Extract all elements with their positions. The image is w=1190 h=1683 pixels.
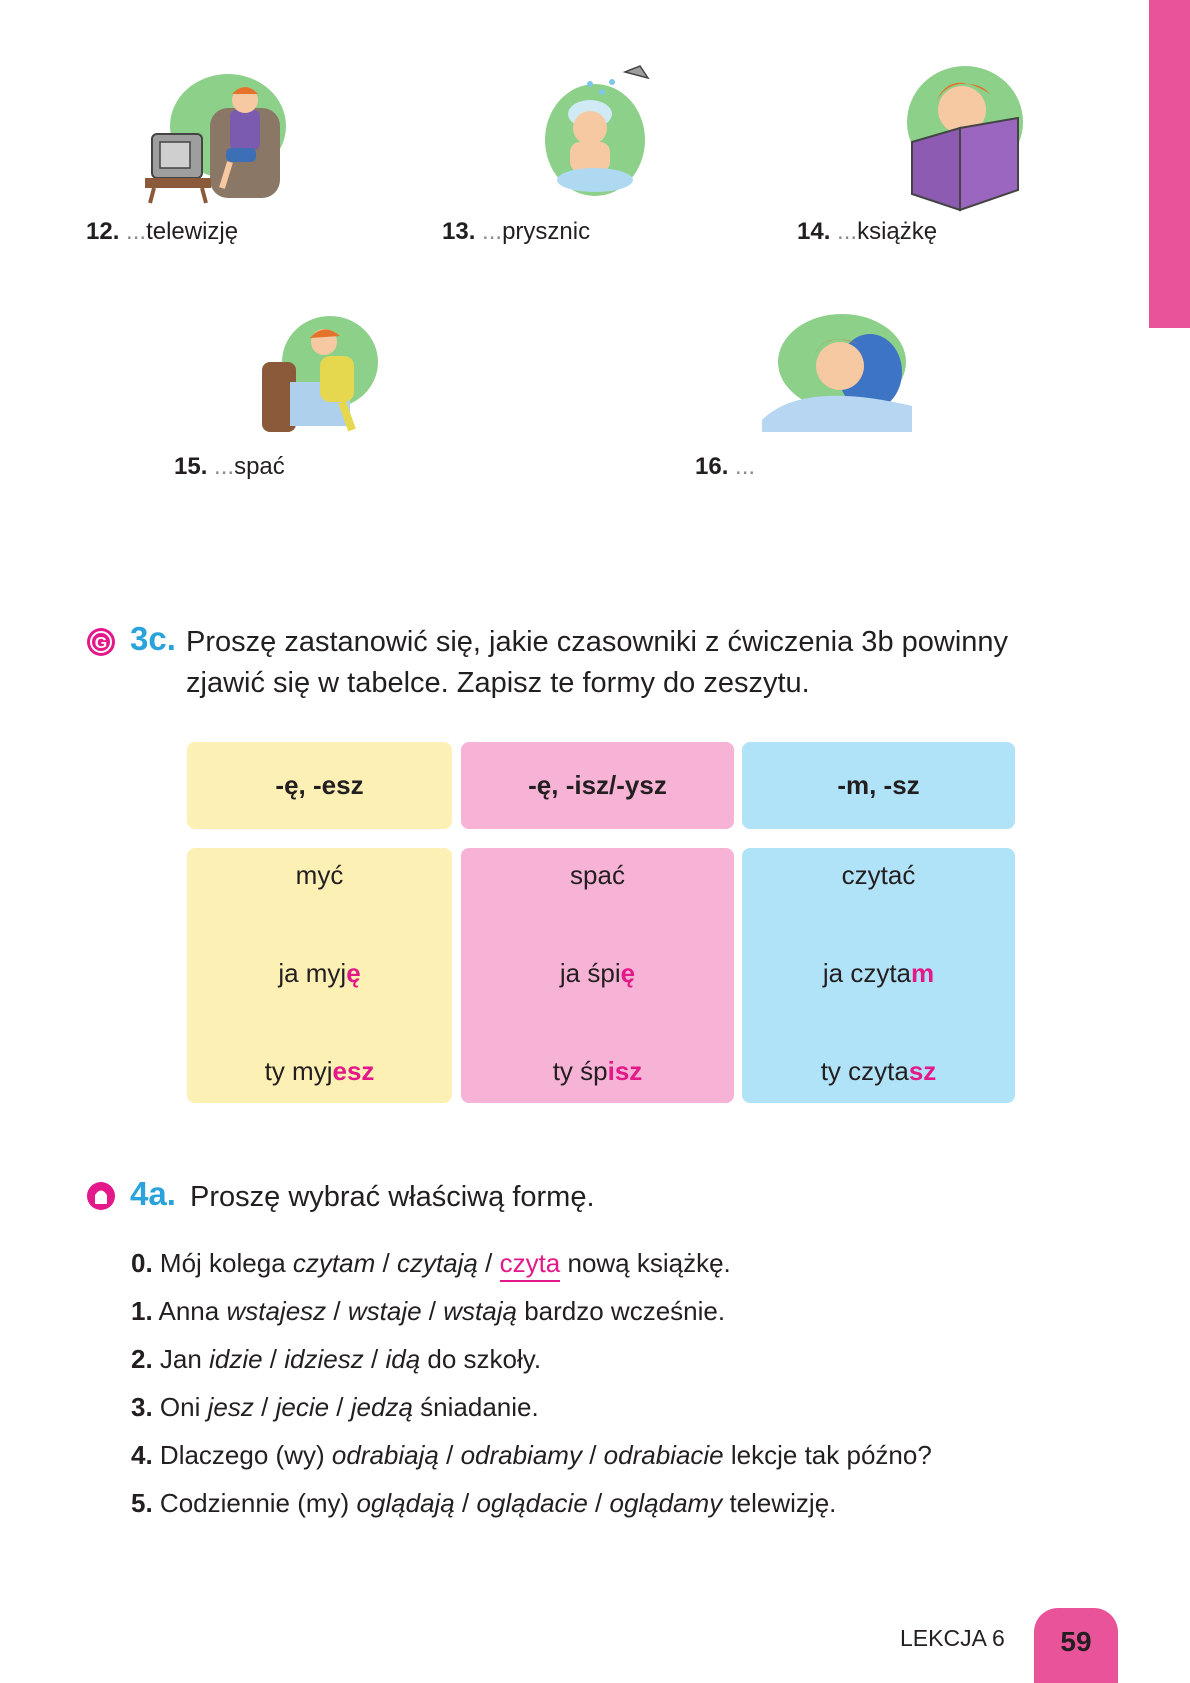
sentence-number: 1. bbox=[131, 1296, 153, 1326]
picture-caption-16 bbox=[695, 453, 755, 481]
first-person-form bbox=[742, 958, 1015, 989]
exercise-3c-instruction bbox=[186, 622, 1008, 704]
infinitive: spać bbox=[570, 860, 625, 890]
option-1[interactable]: czytam bbox=[292, 1248, 376, 1278]
form-ending: sz bbox=[908, 1056, 937, 1086]
form-stem: ty myj bbox=[264, 1056, 333, 1086]
form-ending: m bbox=[911, 958, 935, 988]
separator: / bbox=[428, 1296, 437, 1326]
caption-number: 16. bbox=[695, 453, 729, 480]
header-label: -m, -sz bbox=[837, 770, 920, 800]
option-1[interactable]: wstajesz bbox=[226, 1296, 327, 1326]
form-stem: ja śpi bbox=[559, 958, 621, 988]
caption-dots: ... bbox=[735, 453, 756, 480]
caption-number: 14. bbox=[797, 218, 831, 245]
option-1[interactable]: odrabiają bbox=[331, 1440, 439, 1470]
sentence-number: 2. bbox=[131, 1344, 153, 1374]
caption-dots: ... bbox=[482, 218, 503, 245]
separator: / bbox=[462, 1488, 470, 1518]
form-stem: ja czyta bbox=[822, 958, 912, 988]
separator: / bbox=[595, 1488, 603, 1518]
instruction-line-1: Proszę zastanowić się, jakie czasowniki z ćwiczenia 3b powinny bbox=[186, 626, 1009, 658]
sentence-start: Mój kolega bbox=[159, 1248, 286, 1278]
option-2[interactable]: czytają bbox=[396, 1248, 478, 1278]
sentence-end: lekcje tak późno? bbox=[730, 1440, 932, 1470]
sentence-end: bardzo wcześnie. bbox=[524, 1296, 726, 1326]
separator: / bbox=[446, 1440, 454, 1470]
table-header-cell bbox=[461, 742, 734, 829]
separator: / bbox=[336, 1392, 344, 1422]
table-header-cell bbox=[742, 742, 1015, 829]
picture-caption-13 bbox=[442, 218, 590, 246]
header-label: -ę, -isz/-ysz bbox=[528, 770, 667, 800]
sentence-number: 5. bbox=[131, 1488, 153, 1518]
sentence-1 bbox=[131, 1296, 725, 1327]
separator: / bbox=[485, 1248, 493, 1278]
option-3[interactable]: wstają bbox=[443, 1296, 517, 1326]
form-ending: ę bbox=[346, 958, 361, 988]
sentence-5 bbox=[131, 1488, 836, 1519]
option-2[interactable]: jecie bbox=[275, 1392, 330, 1422]
caption-number: 15. bbox=[174, 453, 208, 480]
sentence-end: śniadanie. bbox=[420, 1392, 539, 1422]
infinitive: myć bbox=[295, 860, 344, 890]
sentence-end: telewizję. bbox=[729, 1488, 837, 1518]
sentence-number: 4. bbox=[131, 1440, 153, 1470]
separator: / bbox=[589, 1440, 597, 1470]
caption-word: książkę bbox=[857, 218, 938, 245]
sentence-3 bbox=[131, 1392, 539, 1423]
lesson-label: LEKCJA 6 bbox=[900, 1625, 1005, 1651]
option-2[interactable]: odrabiamy bbox=[460, 1440, 582, 1470]
side-color-tab bbox=[1149, 0, 1190, 328]
sentence-start: Anna bbox=[158, 1296, 220, 1326]
table-body-cell bbox=[461, 848, 734, 1103]
option-2[interactable]: idziesz bbox=[284, 1344, 364, 1374]
exercise-4a-instruction: Proszę wybrać właściwą formę. bbox=[190, 1181, 595, 1213]
table-body-cell bbox=[742, 848, 1015, 1103]
first-person-form bbox=[187, 958, 452, 989]
sentence-4 bbox=[131, 1440, 932, 1471]
form-ending: ę bbox=[620, 958, 636, 988]
option-1[interactable]: oglądają bbox=[356, 1488, 455, 1518]
form-ending: isz bbox=[607, 1056, 643, 1086]
separator: / bbox=[333, 1296, 341, 1326]
second-person-form bbox=[187, 1056, 452, 1087]
table-body-cell bbox=[187, 848, 452, 1103]
table-header-cell bbox=[187, 742, 452, 829]
option-3[interactable]: odrabiacie bbox=[603, 1440, 724, 1470]
sentence-start: Jan bbox=[159, 1344, 202, 1374]
form-ending: esz bbox=[332, 1056, 375, 1086]
page-number-badge bbox=[1034, 1608, 1118, 1683]
separator: / bbox=[261, 1392, 269, 1422]
sentence-number: 3. bbox=[131, 1392, 153, 1422]
option-1[interactable]: idzie bbox=[209, 1344, 263, 1374]
sentence-0 bbox=[131, 1248, 731, 1279]
caption-word: prysznic bbox=[502, 218, 591, 245]
exercise-3c-number: 3c. bbox=[130, 620, 176, 657]
boy-reading-book-icon bbox=[900, 62, 1030, 212]
svg-text:G: G bbox=[94, 635, 108, 652]
header-label: -ę, -esz bbox=[275, 770, 364, 800]
boy-going-to-bed-icon bbox=[262, 312, 382, 434]
sentence-end: nową książkę. bbox=[567, 1248, 731, 1278]
instruction-line-2: zjawić się w tabelce. Zapisz te formy do zeszytu. bbox=[186, 667, 810, 699]
caption-dots: ... bbox=[837, 218, 858, 245]
selected-option[interactable]: czyta bbox=[500, 1248, 561, 1282]
caption-word: spać bbox=[234, 453, 285, 480]
sentence-end: do szkoły. bbox=[427, 1344, 542, 1374]
separator: / bbox=[269, 1344, 278, 1374]
option-2[interactable]: wstaje bbox=[347, 1296, 422, 1326]
caption-number: 12. bbox=[86, 218, 120, 245]
option-3[interactable]: oglądamy bbox=[609, 1488, 723, 1518]
form-stem: ja myj bbox=[278, 958, 347, 988]
option-2[interactable]: oglądacie bbox=[476, 1488, 588, 1518]
option-1[interactable]: jesz bbox=[207, 1392, 254, 1422]
grammar-g-icon bbox=[86, 627, 116, 657]
sentence-start: Dlaczego (wy) bbox=[159, 1440, 325, 1470]
separator: / bbox=[382, 1248, 390, 1278]
sentence-2 bbox=[131, 1344, 541, 1375]
picture-caption-14 bbox=[797, 218, 937, 246]
caption-dots: ... bbox=[214, 453, 235, 480]
form-stem: ty śp bbox=[552, 1056, 608, 1086]
picture-caption-12 bbox=[86, 218, 238, 246]
caption-dots: ... bbox=[126, 218, 147, 245]
sentence-number: 0. bbox=[131, 1248, 153, 1278]
caption-number: 13. bbox=[442, 218, 476, 245]
caption-word: telewizję bbox=[146, 218, 239, 245]
second-person-form bbox=[461, 1056, 734, 1087]
boy-watching-tv-icon bbox=[140, 68, 295, 208]
separator: / bbox=[370, 1344, 379, 1374]
sentence-start: Codziennie (my) bbox=[159, 1488, 350, 1518]
boy-taking-shower-icon bbox=[540, 62, 660, 202]
second-person-form bbox=[742, 1056, 1015, 1087]
page-number: 59 bbox=[1060, 1626, 1092, 1657]
option-3[interactable]: idą bbox=[385, 1344, 421, 1374]
exercise-4a-number: 4a. bbox=[130, 1175, 176, 1212]
option-3[interactable]: jedzą bbox=[350, 1392, 413, 1422]
form-stem: ty czyta bbox=[820, 1056, 909, 1086]
boy-sleeping-icon bbox=[762, 310, 912, 432]
pencil-cap-icon bbox=[86, 1181, 116, 1211]
picture-caption-15 bbox=[174, 453, 285, 481]
first-person-form bbox=[461, 958, 734, 989]
sentence-start: Oni bbox=[159, 1392, 201, 1422]
infinitive: czytać bbox=[841, 860, 916, 890]
